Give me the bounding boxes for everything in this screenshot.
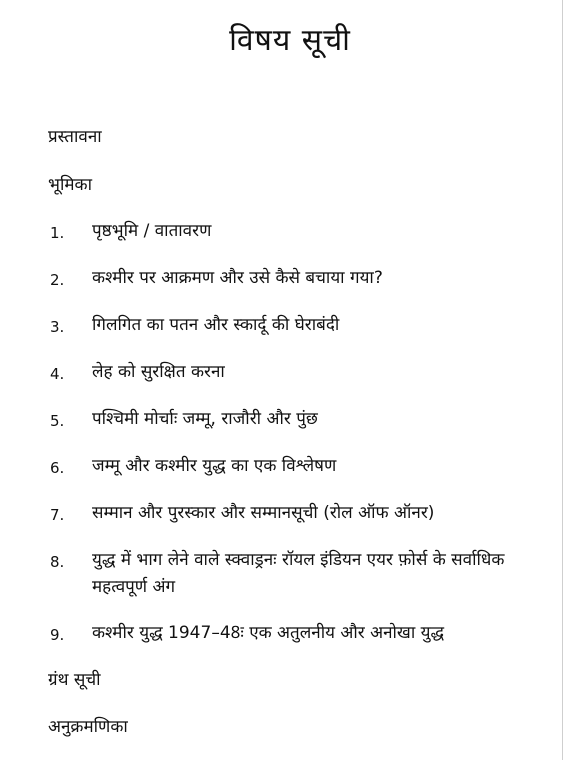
toc-item-preface: प्रस्तावना [48,127,102,147]
chapter-title: कश्मीर पर आक्रमण और उसे कैसे बचाया गया? [92,268,383,288]
chapter-title: जम्मू और कश्मीर युद्ध का एक विश्लेषण [92,456,337,476]
toc-item-introduction: भूमिका [48,175,92,195]
chapter-number: 9. [50,626,65,644]
page-title: विषय सूची [229,23,351,59]
toc-item-bibliography: ग्रंथ सूची [48,670,101,690]
chapter-title: गिलगित का पतन और स्कार्दू की घेराबंदी [92,315,340,335]
chapter-number: 6. [50,459,65,477]
chapter-number: 4. [50,365,65,383]
chapter-title: सम्मान और पुरस्कार और सम्मानसूची (रोल ऑफ ऑनर) [92,503,435,523]
chapter-title: पृष्ठभूमि / वातावरण [92,221,212,241]
chapter-number: 8. [50,553,65,571]
chapter-number: 7. [50,506,65,524]
chapter-title: लेह को सुरक्षित करना [92,362,225,382]
chapter-title: कश्मीर युद्ध 1947–48ः एक अतुलनीय और अनोखा युद्ध [92,623,445,643]
chapter-title: पश्चिमी मोर्चाः जम्मू, राजौरी और पुंछ [92,409,318,429]
chapter-title: युद्ध में भाग लेने वाले स्क्वाड्रनः रॉयल इंडियन एयर फ़ोर्स के सर्वाधिक महत्वपूर्ण अंग [92,550,505,597]
chapter-number: 3. [50,318,65,336]
chapter-number: 1. [50,224,65,242]
toc-item-index: अनुक्रमणिका [48,717,128,737]
chapter-number: 5. [50,412,65,430]
page-edge-divider [562,0,563,760]
chapter-number: 2. [50,271,65,289]
